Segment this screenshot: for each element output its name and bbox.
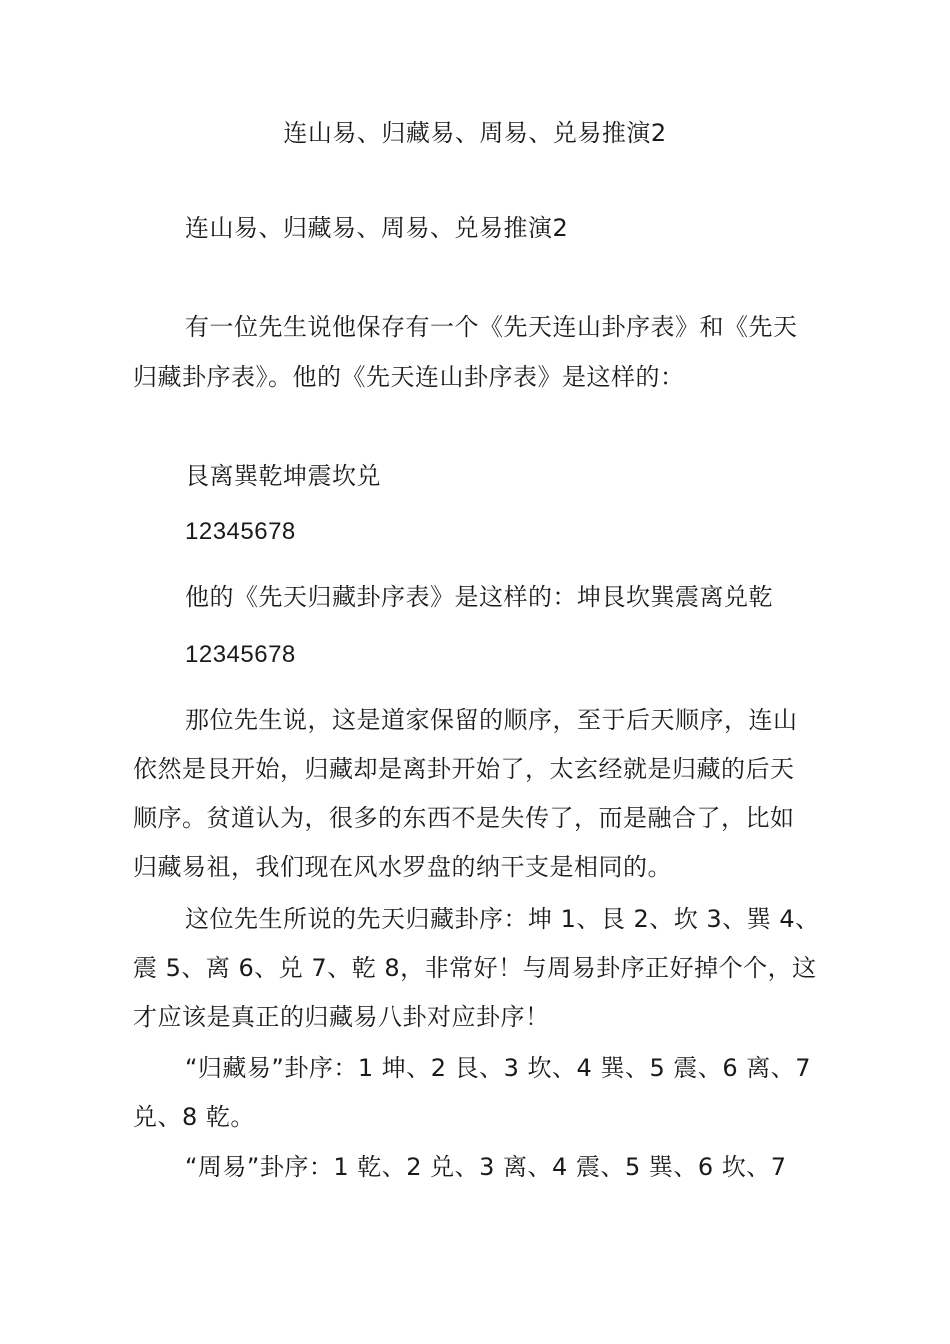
number-sequence-1: 12345678: [185, 518, 296, 545]
paragraph-line-9: 才应该是真正的归藏易八卦对应卦序！: [133, 1003, 550, 1031]
paragraph-line-12: “周易”卦序：1 乾、2 兑、3 离、4 震、5 巽、6 坎、7: [185, 1153, 787, 1181]
paragraph-line-5: 顺序。贫道认为，很多的东西不是失传了，而是融合了，比如: [133, 804, 795, 832]
paragraph-line-2: 归藏卦序表》。他的《先天连山卦序表》是这样的：: [133, 363, 685, 391]
paragraph-line-8: 震 5、离 6、兑 7、乾 8，非常好！与周易卦序正好掉个个，这: [133, 954, 817, 982]
paragraph-line-10: “归藏易”卦序：1 坤、2 艮、3 坎、4 巽、5 震、6 离、7: [185, 1054, 812, 1082]
paragraph-line-4: 依然是艮开始，归藏却是离卦开始了，太玄经就是归藏的后天: [133, 755, 795, 783]
paragraph-line-guicang: 他的《先天归藏卦序表》是这样的：坤艮坎巽震离兑乾: [185, 583, 773, 611]
number-sequence-2: 12345678: [185, 641, 296, 668]
paragraph-line-6: 归藏易祖，我们现在风水罗盘的纳干支是相同的。: [133, 853, 672, 881]
paragraph-line-3: 那位先生说，这是道家保留的顺序，至于后天顺序，连山: [185, 706, 798, 734]
document-subtitle: 连山易、归藏易、周易、兑易推演2: [185, 214, 569, 242]
paragraph-line-1: 有一位先生说他保存有一个《先天连山卦序表》和《先天: [185, 313, 798, 341]
trigram-sequence-lianshan: 艮离巽乾坤震坎兑: [185, 462, 381, 490]
document-title: 连山易、归藏易、周易、兑易推演2: [283, 119, 667, 147]
paragraph-line-11: 兑、8 乾。: [133, 1103, 255, 1131]
paragraph-line-7: 这位先生所说的先天归藏卦序：坤 1、艮 2、坎 3、巽 4、: [185, 905, 820, 933]
